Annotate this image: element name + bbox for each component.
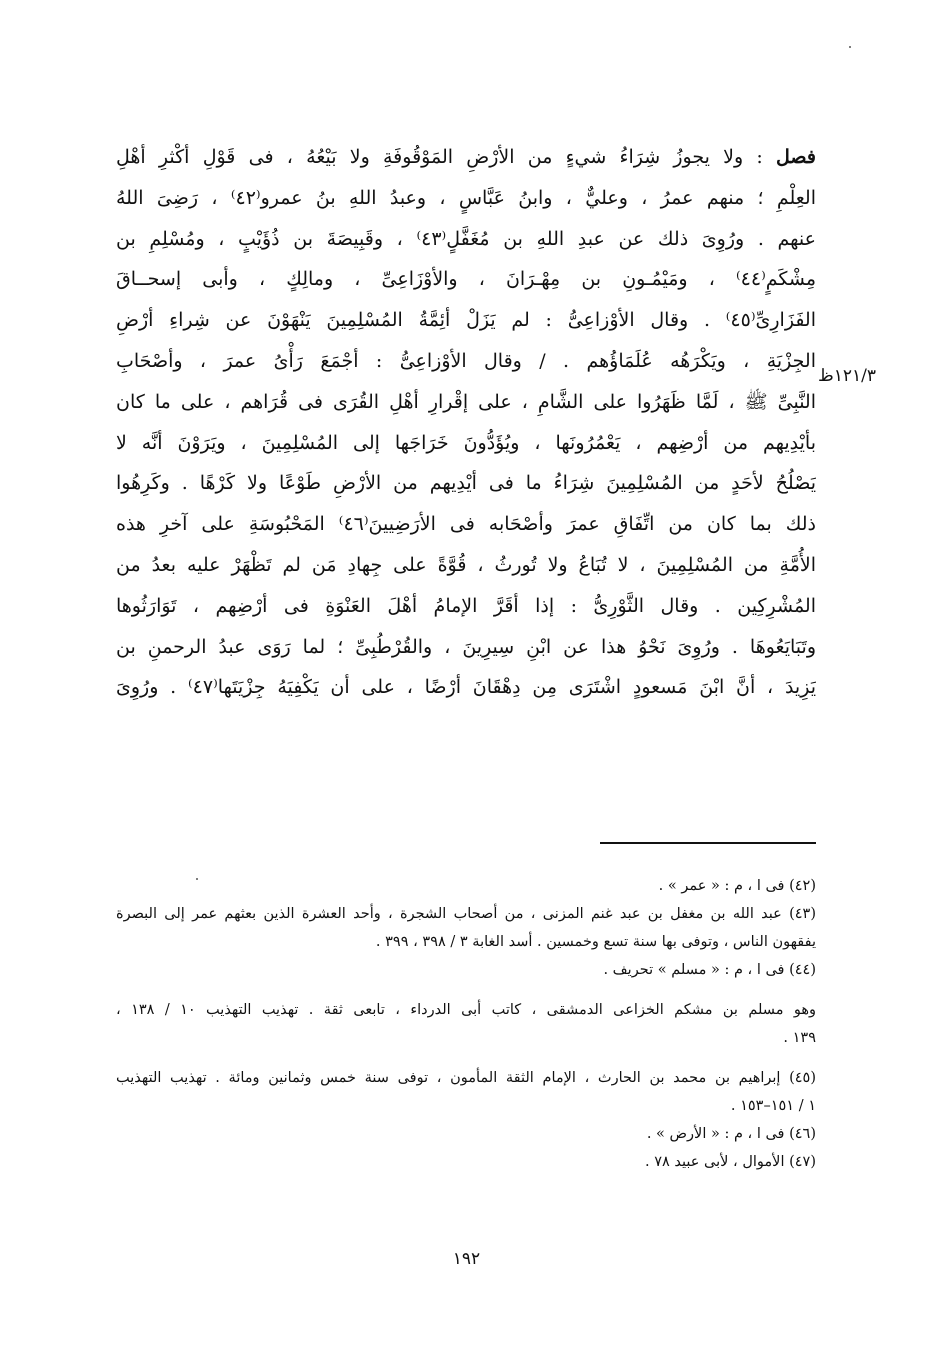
text-line-4: مِشْكَمٍ⁽٤٤⁾ ، ومَيْمُـونِ بن مِهْـرَانَ ، والأوْزَاعِىِّ ، ومالِكٍ ، وأبى إسحــاقَ xyxy=(116,268,816,291)
page-number: ١٩٢ xyxy=(452,1249,481,1269)
margin-folio-reference: ١٢١/٣ظ xyxy=(818,366,876,386)
footnote-42: (٤٢) فى ا ، م : « عمر » . xyxy=(658,878,816,894)
line-1-text: : ولا يجوزُ شِرَاءُ شيءٍ من الأرْضِ المَوْقُوفَةِ ولا بَيْعُهُ ، فى قَوْلِ أكْثرِ أهْلِ xyxy=(116,146,763,168)
section-heading: فصل xyxy=(776,146,816,168)
text-line-14: يَزِيدَ ، أنَّ ابْنَ مَسعودٍ اشْتَرَى مِن دِهْقَانَ أرْضًا ، على أن يَكْفِيَهُ جِزْيَتَها⁽٤٧⁾ . ورُوِىَ xyxy=(116,676,816,699)
main-text-block xyxy=(116,137,816,708)
footnote-43: (٤٣) عبد الله بن مغفل بن عبد غنم المزنى ، من أصحاب الشجرة ، وأحد العشرة الذين بعثهم عمر إلى البصرة xyxy=(116,906,816,922)
footnote-45-continued: ١ / ١٥١–١٥٣ . xyxy=(730,1098,816,1114)
text-line-12: المُشْرِكِين . وقال الثَّوْرِىُّ : إذا أقَرَّ الإمامُ أهْلَ العَنْوَةِ فى أرْضِهم ، تَوَارَثُوها xyxy=(116,594,816,617)
text-line-10: ذلك بما كان من اتِّفَاقِ عمرَ وأصْحَابه فى الأرَضِيينَ⁽٤٦⁾ المَحْبُوسَةِ على آخرِ هذه xyxy=(116,513,816,536)
footnote-43-continued: يفقهون الناس ، وتوفى بها سنة تسع وخمسين . أسد الغابة ٣ / ٣٩٨ ، ٣٩٩ . xyxy=(375,934,816,950)
footnote-45: (٤٥) إبراهيم بن محمد بن الحارث ، الإمام الثقة المأمون ، توفى سنة خمس وثمانين ومائة . تهذيب التهذيب xyxy=(116,1070,816,1086)
footnote-44-note: وهو مسلم بن مشكم الخزاعى الدمشقى ، كاتب أبى الدرداء ، تابعى ثقة . تهذيب التهذيب ١٠ / ١٣٨ ، xyxy=(116,1002,816,1018)
text-line-5: الفَزَارِىِّ⁽٤٥⁾ . وقال الأوْزاعِىُّ : لم يَزَلْ أئِمَّةُ المُسْلِمِينَ يَنْهَوْنَ عن شِراءِ أرْضِ xyxy=(116,309,816,332)
text-line-9: يَصْلُحُ لأحَدٍ من المُسْلِمِينَ شِرَاءُ ما فى أيْدِيهم من الأرْضِ طَوْعًا ولا كَرْهًا . وكَرِهُوا xyxy=(116,472,816,495)
text-line-8: بأيْدِيهم من أرْضِهم ، يَعْمُرُونَها ، ويُؤَدُّونَ خَرَاجَها إلى المُسْلِمِينَ ، ويَرَوْنَ أنَّه لا xyxy=(116,431,816,454)
text-line-13: وتَبَايَعُوهَا . ورُوِىَ نَحْوُ هذا عن ابْنِ سِيرِينَ ، والقُرْطُبِىِّ ؛ لما رَوَى عبدُ الرحمنِ بن xyxy=(116,635,816,658)
text-line-2: العِلْمِ ؛ منهم عمرُ ، وعليٌّ ، وابنُ عَبَّاسٍ ، وعبدُ اللهِ بنُ عمرو⁽٤٢⁾ ، رَضِىَ اللهُ xyxy=(116,186,816,209)
text-line-6: الجِزْيَةِ ، ويَكْرَهُه عُلَمَاؤُهم . / وقال الأوْزاعِىُّ : أجْمَعَ رَأْىُ عمرَ ، وأصْحَابِ xyxy=(116,349,816,372)
footnotes-block xyxy=(116,872,816,1176)
text-line-11: الأُمَّةِ من المُسْلِمِينَ ، لا تُبَاعُ ولا تُورثُ ، قُوَّةً على جِهادِ مَن لم تَظْهَرْ عليه بعدُ من xyxy=(116,553,816,576)
text-line-3: عنهم . ورُوِىَ ذلك عن عبدِ اللهِ بن مُغَفَّلٍ⁽٤٣⁾ ، وقَبِيصَةَ بن ذُؤَيْبٍ ، ومُسْلِمِ بن xyxy=(116,227,816,250)
footnote-47: (٤٧) الأموال ، لأبى عبيد ٧٨ . xyxy=(645,1154,816,1170)
footnote-separator xyxy=(600,842,816,844)
footnote-44: (٤٤) فى ا ، م : « مسلم » تحريف . xyxy=(603,962,816,978)
text-line-7: النَّبِىِّ ﷺ ، لَمَّا ظَهَرُوا على الشَّامِ ، على إقْرارِ أهْلِ القُرَى فى قُرَاهم ، على ما كان xyxy=(116,390,816,413)
text-line-1 xyxy=(116,137,816,178)
scan-speck xyxy=(849,46,851,48)
footnote-44-note-continued: ١٣٩ . xyxy=(783,1030,816,1046)
footnote-46: (٤٦) فى ا ، م : « الأرض » . xyxy=(646,1126,816,1142)
scan-speck xyxy=(196,878,198,880)
